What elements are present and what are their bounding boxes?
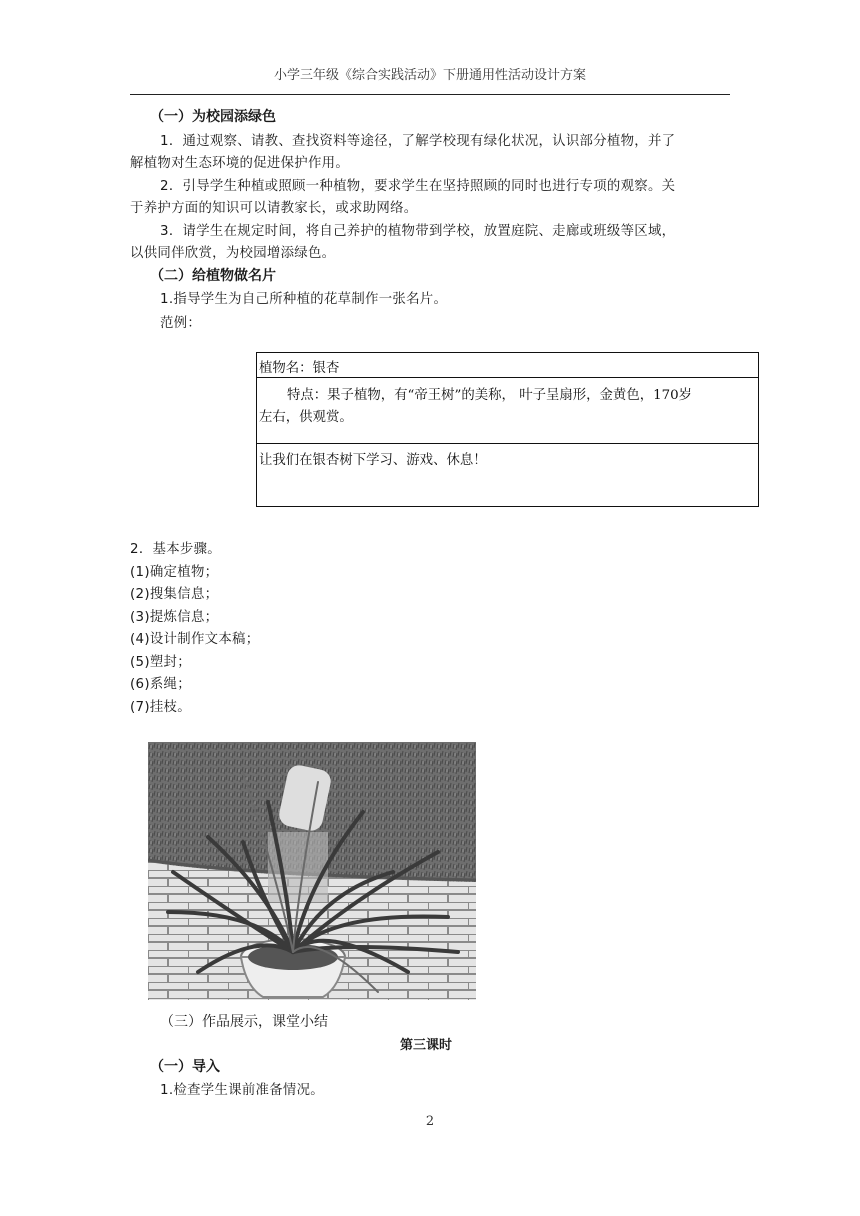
lesson-title: 第三课时 (400, 1038, 453, 1053)
card-slogan: 让我们在银杏树下学习、游戏、休息！ (259, 453, 487, 468)
paragraph-line: 以供同伴欣赏，为校园增添绿色。 (130, 246, 336, 261)
plant-name-card (256, 352, 759, 507)
section-heading-1: （一）为校园添绿色 (150, 109, 276, 125)
section-heading-2: （二）给植物做名片 (150, 268, 276, 284)
page-number: 2 (425, 1114, 435, 1129)
step-item: (7)挂枝。 (130, 700, 191, 715)
paragraph-line: 解植物对生态环境的促进保护作用。 (130, 156, 350, 171)
paragraph-line: 于养护方面的知识可以请教家长，或求助网络。 (130, 201, 418, 216)
steps-title: 2．基本步骤。 (130, 542, 221, 557)
card-feature-line: 左右，供观赏。 (259, 410, 353, 425)
paragraph-line: 1．通过观察、请教、查找资料等途径，了解学校现有绿化状况，认识部分植物，并了 (160, 134, 676, 149)
step-item: (1)确定植物； (130, 565, 219, 580)
step-item: (6)系绳； (130, 677, 191, 692)
potted-plant-photo (148, 742, 476, 1000)
step-item: (3)提炼信息； (130, 610, 219, 625)
paragraph-line: 2．引导学生种植或照顾一种植物，要求学生在坚持照顾的同时也进行专项的观察。关 (160, 179, 676, 194)
paragraph-line: 1.指导学生为自己所种植的花草制作一张名片。 (160, 292, 448, 307)
paragraph-line: 3．请学生在规定时间，将自己养护的植物带到学校，放置庭院、走廊或班级等区域， (160, 224, 676, 239)
card-feature-line: 特点：果子植物，有“帝王树”的美称， 叶子呈扇形，金黄色，170岁 (287, 388, 693, 403)
paragraph-line: 1.检查学生课前准备情况。 (160, 1083, 324, 1098)
intro-heading: （一）导入 (150, 1059, 220, 1075)
page-header: 小学三年级《综合实践活动》下册通用性活动设计方案 (273, 68, 586, 83)
step-item: (2)搜集信息； (130, 587, 219, 602)
header-divider (130, 94, 730, 95)
example-label: 范例： (160, 316, 202, 331)
card-name-row (257, 353, 758, 378)
card-plant-name: 植物名：银杏 (259, 361, 340, 376)
card-feature-row (257, 378, 758, 444)
step-item: (4)设计制作文本稿； (130, 632, 260, 647)
step-item: (5)塑封； (130, 655, 191, 670)
section-heading-3: （三）作品展示，课堂小结 (160, 1014, 328, 1030)
